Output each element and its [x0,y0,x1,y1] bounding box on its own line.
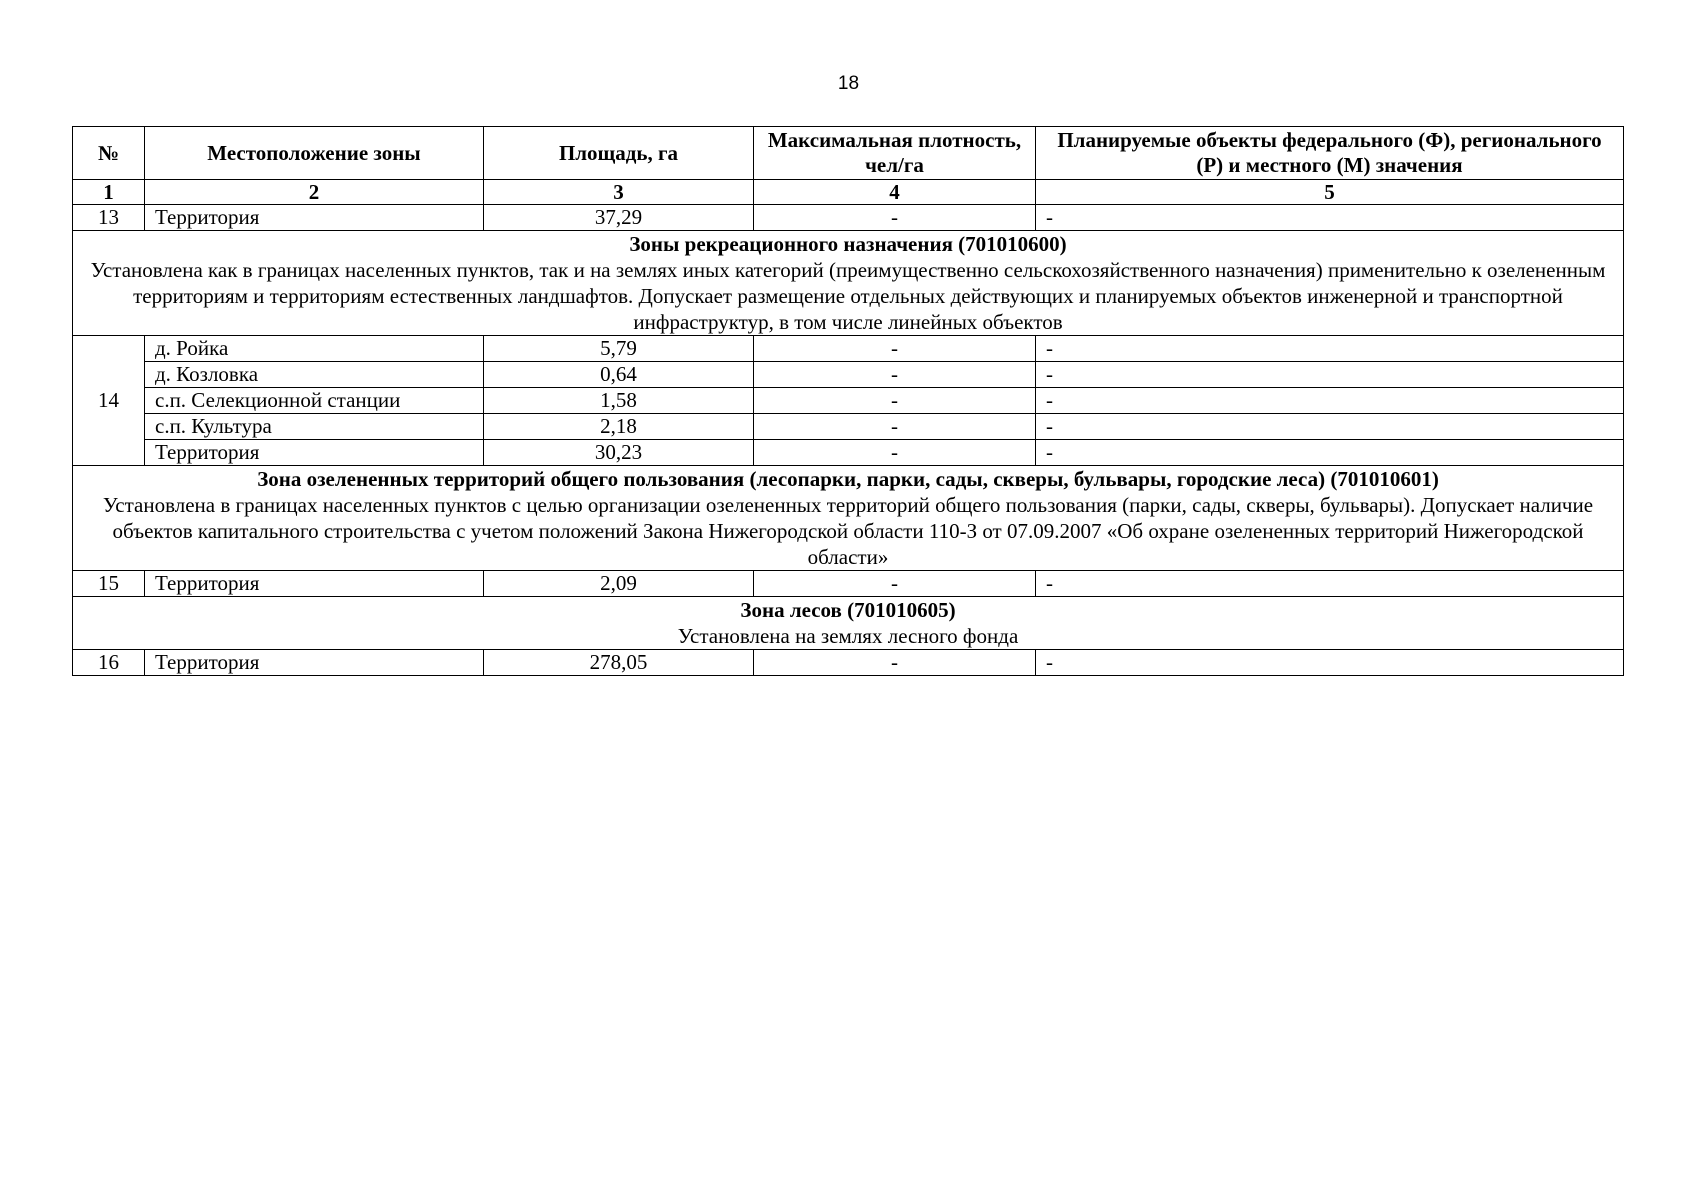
section-recreation [73,231,1624,336]
row-number: 16 [73,650,145,676]
table-row [73,205,1624,231]
column-number: 3 [484,180,754,205]
header-area: Площадь, га [484,127,754,180]
section-description: Установлена на землях лесного фонда [677,624,1019,648]
column-number: 1 [73,180,145,205]
table-row [73,650,1624,676]
column-number: 4 [754,180,1036,205]
table-row [73,388,1624,414]
zone-area: 2,09 [484,571,754,597]
table-row [73,571,1624,597]
page-number: 18 [837,73,860,94]
zone-objects: - [1036,571,1624,597]
section-description: Установлена как в границах населенных пунктов, так и на землях иных категорий (преимущественно сельскохозяйственного назначения) применительно к озелененным территориям и территориям естественных ландшафтов. Допускает размещение отдельных действующих и планируемых объектов инженерной и транспортной инфраструктур, в том числе линейных объектов [90,258,1606,334]
zone-density: - [754,650,1036,676]
zone-area: 5,79 [484,336,754,362]
zone-objects: - [1036,440,1624,466]
header-location: Местоположение зоны [145,127,484,180]
header-row [73,127,1624,180]
zone-location: Территория [145,205,484,231]
section-forest [73,597,1624,650]
header-objects: Планируемые объекты федерального (Ф), регионального (Р) и местного (М) значения [1036,127,1624,180]
header-number: № [73,127,145,180]
zone-objects: - [1036,336,1624,362]
zone-density: - [754,440,1036,466]
zone-area: 30,23 [484,440,754,466]
row-number: 13 [73,205,145,231]
header-density: Максимальная плотность, чел/га [754,127,1036,180]
table-row [73,414,1624,440]
zone-density: - [754,388,1036,414]
zone-location: Территория [145,571,484,597]
column-number-row [73,180,1624,205]
zone-area: 2,18 [484,414,754,440]
section-title: Зоны рекреационного назначения (701010600) [629,232,1067,256]
zone-objects: - [1036,414,1624,440]
section-row [73,466,1624,571]
zone-density: - [754,362,1036,388]
section-row [73,597,1624,650]
table-row [73,336,1624,362]
zone-location: с.п. Селекционной станции [145,388,484,414]
zone-density: - [754,336,1036,362]
zone-area: 1,58 [484,388,754,414]
zone-area: 0,64 [484,362,754,388]
zone-location: д. Козловка [145,362,484,388]
zone-location: Территория [145,650,484,676]
section-title: Зона лесов (701010605) [740,598,956,622]
zone-area: 278,05 [484,650,754,676]
zone-objects: - [1036,362,1624,388]
zone-location: с.п. Культура [145,414,484,440]
zone-density: - [754,205,1036,231]
section-green-territories [73,466,1624,571]
section-row [73,231,1624,336]
zones-table [72,126,1624,676]
row-number: 15 [73,571,145,597]
zone-objects: - [1036,205,1624,231]
zone-objects: - [1036,388,1624,414]
zone-density: - [754,414,1036,440]
zone-location: д. Ройка [145,336,484,362]
column-number: 5 [1036,180,1624,205]
zone-objects: - [1036,650,1624,676]
section-description: Установлена в границах населенных пунктов с целью организации озелененных территорий общего пользования (парки, сады, скверы, бульвары). Допускает наличие объектов капитального строительства с учетом положений Закона Нижегородской области 110-З от 07.09.2007 «Об охране озелененных территорий Нижегородской области» [102,493,1594,569]
column-number: 2 [145,180,484,205]
zone-location: Территория [145,440,484,466]
table-row [73,440,1624,466]
row-number: 14 [73,336,145,466]
section-title: Зона озелененных территорий общего пользования (лесопарки, парки, сады, скверы, бульвары, городские леса) (701010601) [257,467,1439,491]
zone-area: 37,29 [484,205,754,231]
table-row [73,362,1624,388]
zone-density: - [754,571,1036,597]
